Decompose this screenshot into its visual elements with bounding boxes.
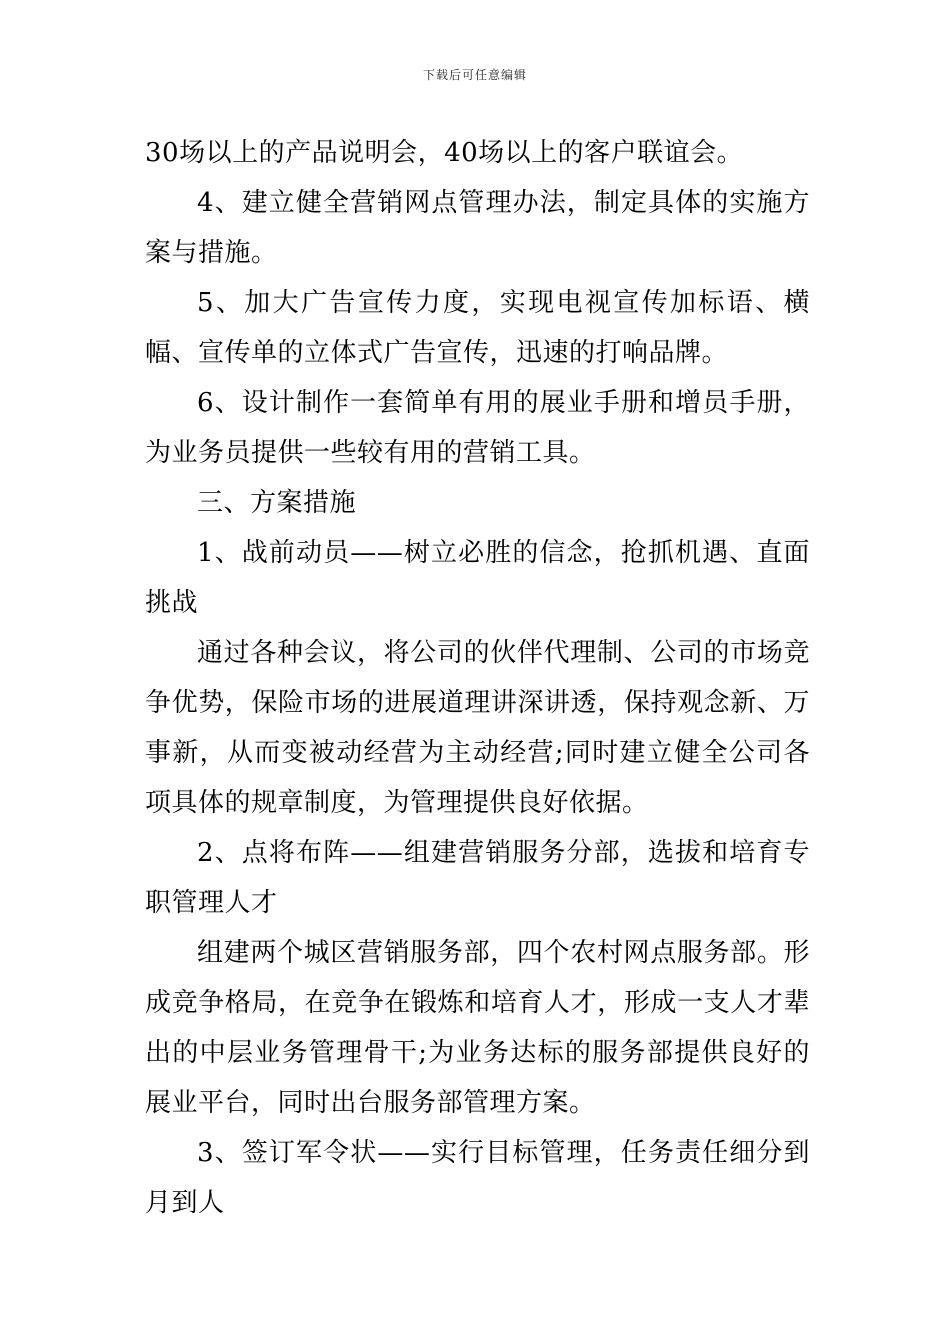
subsection-heading: 3、签订军令状——实行目标管理，任务责任细分到月到人 xyxy=(145,1138,810,1218)
paragraph: 通过各种会议，将公司的伙伴代理制、公司的市场竞争优势，保险市场的进展道理讲深讲透，保持观念新、万事新，从而变被动经营为主动经营;同时建立健全公司各项具体的规章制度，为管理提供良好依据。 xyxy=(145,638,810,818)
paragraph: 组建两个城区营销服务部，四个农村网点服务部。形成竞争格局，在竞争在锻炼和培育人才，形成一支人才辈出的中层业务管理骨干;为业务达标的服务部提供良好的展业平台，同时出台服务部管理方案。 xyxy=(145,938,810,1118)
paragraph: 5、加大广告宣传力度，实现电视宣传加标语、横幅、宣传单的立体式广告宣传，迅速的打响品牌。 xyxy=(145,288,810,368)
paragraph: 6、设计制作一套简单有用的展业手册和增员手册，为业务员提供一些较有用的营销工具。 xyxy=(145,388,810,468)
subsection-heading: 2、点将布阵——组建营销服务分部，选拔和培育专职管理人才 xyxy=(145,838,810,918)
section-heading: 三、方案措施 xyxy=(197,488,357,518)
subsection-heading: 1、战前动员——树立必胜的信念，抢抓机遇、直面挑战 xyxy=(145,538,810,618)
paragraph: 4、建立健全营销网点管理办法，制定具体的实施方案与措施。 xyxy=(145,188,810,268)
page-header-note: 下载后可任意编辑 xyxy=(422,68,527,82)
paragraph: 30场以上的产品说明会，40场以上的客户联谊会。 xyxy=(145,138,744,168)
document-body xyxy=(145,128,810,1228)
